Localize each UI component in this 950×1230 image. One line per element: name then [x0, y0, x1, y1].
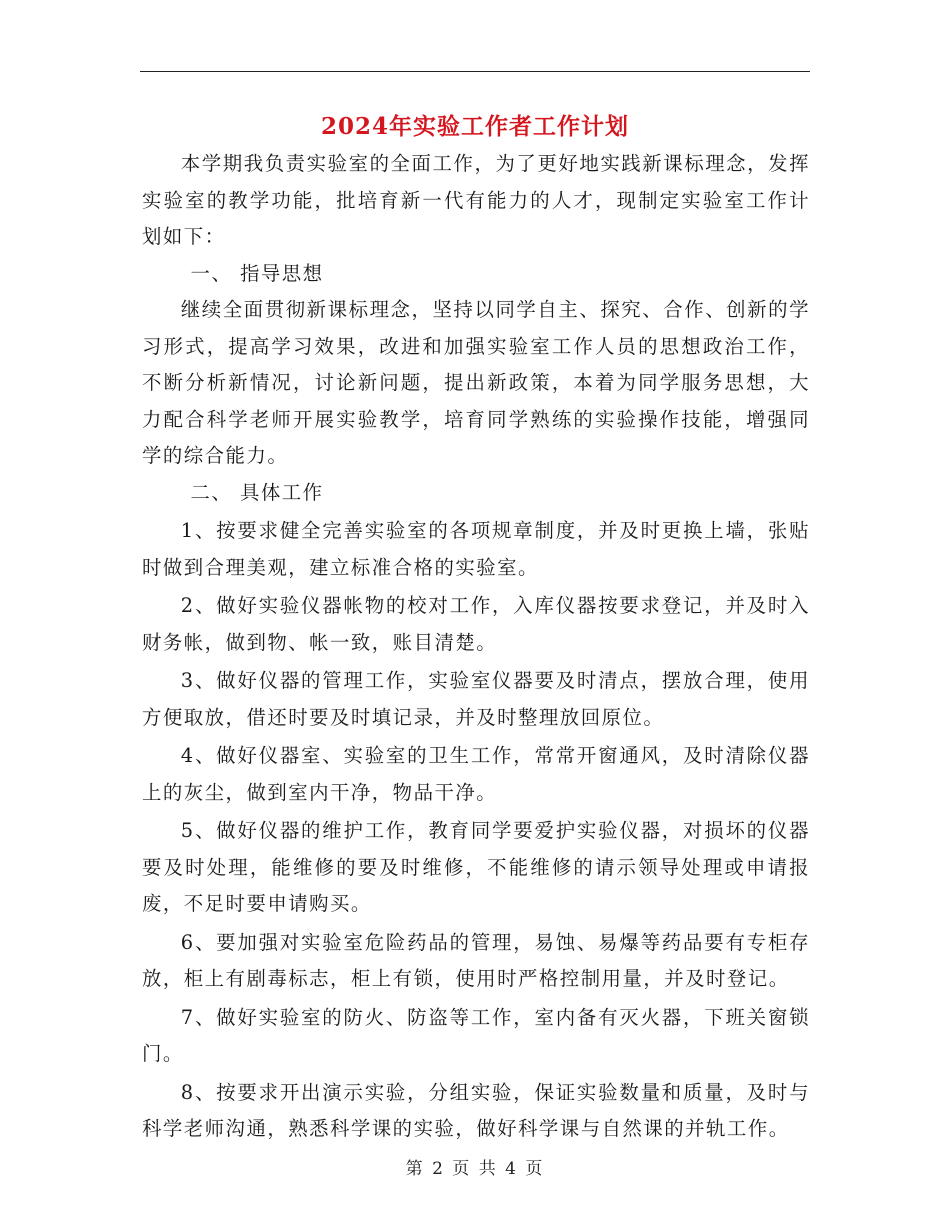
page-title: 2024年实验工作者工作计划: [320, 113, 629, 140]
section-heading-guiding-thought: 一、 指导思想: [190, 261, 324, 285]
intro-paragraph: 本学期我负责实验室的全面工作，为了更好地实践新课标理念，发挥实验室的教学功能，批培育新一代有能力的人才，现制定实验室工作计划如下：: [142, 152, 810, 248]
guiding-thought-paragraph: 继续全面贯彻新课标理念，坚持以同学自主、探究、合作、创新的学习形式，提高学习效果，改进和加强实验室工作人员的思想政治工作，不断分析新情况，讨论新问题，提出新政策，本着为同学服务思想，大力配合科学老师开展实验教学，培育同学熟练的实验操作技能，增强同学的综合能力。: [142, 298, 810, 467]
page-number: 第 2 页 共 4 页: [405, 1159, 545, 1179]
work-item-5: 5、做好仪器的维护工作，教育同学要爱护实验仪器，对损坏的仪器要及时处理，能维修的要及时维修，不能维修的请示领导处理或申请报废，不足时要申请购买。: [142, 819, 810, 915]
work-item-8: 8、按要求开出演示实验，分组实验，保证实验数量和质量，及时与科学老师沟通，熟悉科学课的实验，做好科学课与自然课的并轨工作。: [142, 1080, 810, 1140]
work-item-1: 1、按要求健全完善实验室的各项规章制度，并及时更换上墙，张贴时做到合理美观，建立标准合格的实验室。: [142, 519, 810, 579]
work-item-6: 6、要加强对实验室危险药品的管理，易蚀、易爆等药品要有专柜存放，柜上有剧毒标志，柜上有锁，使用时严格控制用量，并及时登记。: [142, 930, 810, 990]
section-heading-specific-work: 二、 具体工作: [190, 480, 324, 504]
work-item-3: 3、做好仪器的管理工作，实验室仪器要及时清点，摆放合理，使用方便取放，借还时要及时填记录，并及时整理放回原位。: [142, 669, 810, 729]
header-rule: [140, 71, 810, 72]
document-body: [142, 146, 810, 1148]
work-item-4: 4、做好仪器室、实验室的卫生工作，常常开窗通风，及时清除仪器上的灰尘，做到室内干净，物品干净。: [142, 744, 810, 804]
work-item-7: 7、做好实验室的防火、防盗等工作，室内备有灭火器，下班关窗锁门。: [142, 1005, 810, 1065]
work-item-2: 2、做好实验仪器帐物的校对工作，入库仪器按要求登记，并及时入财务帐，做到物、帐一致，账目清楚。: [142, 594, 810, 654]
